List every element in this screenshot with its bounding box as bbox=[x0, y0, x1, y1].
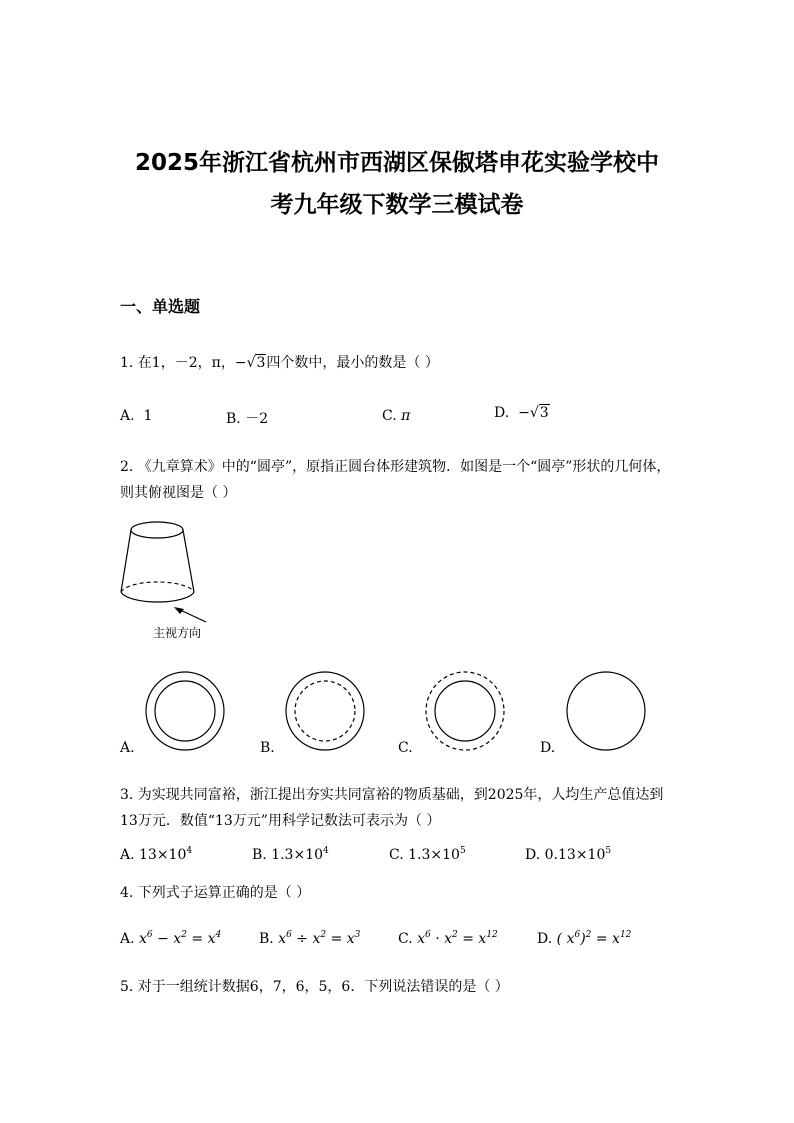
q4-b-var2: x bbox=[312, 931, 321, 947]
q3-option-c[interactable] bbox=[389, 846, 466, 863]
q4-a-var3: x bbox=[207, 931, 216, 947]
q4-d-exp1: 6 bbox=[574, 930, 581, 940]
q4-c-eq: = bbox=[457, 931, 479, 947]
question-2-stem: 2. 《九章算术》中的“圆亭”，原指正圆台体形建筑物．如图是一个“圆亭”形状的几何体，则其俯视图是（ ） bbox=[120, 459, 671, 501]
q3-option-d[interactable] bbox=[525, 846, 611, 863]
q2-option-a[interactable]: A. bbox=[120, 740, 135, 756]
q4-d-exp2: 2 bbox=[585, 930, 592, 940]
q1-neg: − bbox=[234, 355, 247, 371]
q4-d-label: D. bbox=[537, 931, 553, 947]
q4-b-eq: = bbox=[326, 931, 347, 947]
q3-b-label: B. bbox=[252, 847, 267, 863]
title-line-2: 考九年级下数学三模试卷 bbox=[270, 192, 524, 218]
q4-d-eq: = bbox=[591, 931, 613, 947]
q3-d-exp: 5 bbox=[605, 846, 612, 856]
q1-stem-post: 四个数中，最小的数是（ ） bbox=[266, 355, 439, 371]
q1-option-a[interactable] bbox=[120, 408, 152, 424]
q4-d-close: ) bbox=[580, 931, 586, 947]
q4-c-op: · bbox=[430, 931, 445, 947]
q4-b-exp2: 2 bbox=[320, 930, 327, 940]
q1-d-radicand: 3 bbox=[539, 405, 549, 421]
question-4-stem: 4. 下列式子运算正确的是（ ） bbox=[120, 885, 311, 901]
q3-a-exp: 4 bbox=[186, 846, 193, 856]
q3-a-base: 13×10 bbox=[139, 847, 187, 863]
q1-d-neg: − bbox=[518, 405, 530, 421]
q1-option-d[interactable] bbox=[494, 405, 550, 421]
q4-d-exp3: 12 bbox=[619, 930, 632, 940]
question-1-stem bbox=[120, 352, 439, 374]
q1-b-value: －2 bbox=[245, 411, 269, 427]
option-b-figure bbox=[285, 671, 365, 751]
q4-c-exp3: 12 bbox=[486, 930, 498, 940]
q3-c-base: 1.3×10 bbox=[408, 847, 460, 863]
q1-option-b[interactable] bbox=[226, 408, 268, 428]
q1-sqrt: √3 bbox=[246, 355, 266, 371]
q1-b-label: B. bbox=[226, 411, 241, 427]
q4-b-expr bbox=[278, 931, 360, 947]
q4-c-var2: x bbox=[444, 931, 453, 947]
q1-stem-pre: 1. 在1，－2，π， bbox=[120, 355, 235, 371]
q4-option-d[interactable] bbox=[537, 930, 631, 947]
q1-option-c[interactable] bbox=[382, 408, 410, 424]
q4-b-var: x bbox=[278, 931, 287, 947]
q4-d-expr bbox=[557, 931, 632, 947]
q4-a-expr bbox=[139, 931, 221, 947]
q4-a-eq: = bbox=[186, 931, 208, 947]
q4-c-label: C. bbox=[398, 931, 413, 947]
q4-option-b[interactable] bbox=[259, 930, 360, 947]
q3-c-exp: 5 bbox=[459, 846, 466, 856]
q1-a-label: A. bbox=[120, 408, 135, 424]
q4-c-var: x bbox=[417, 931, 426, 947]
q3-d-base: 0.13×10 bbox=[544, 847, 606, 863]
q4-a-op: − bbox=[152, 931, 174, 947]
q4-c-expr bbox=[417, 931, 498, 947]
q1-radicand: 3 bbox=[256, 355, 266, 371]
q4-c-exp2: 2 bbox=[452, 930, 458, 940]
q4-a-exp3: 4 bbox=[215, 930, 222, 940]
q1-d-sqrt: √3 bbox=[529, 405, 549, 421]
q3-a-label: A. bbox=[120, 847, 135, 863]
q1-c-value: π bbox=[401, 408, 411, 424]
q4-d-open: ( bbox=[556, 931, 567, 947]
option-a-figure bbox=[145, 671, 225, 751]
q4-d-var: x bbox=[566, 931, 575, 947]
question-5-stem: 5. 对于一组统计数据6，7，6，5，6．下列说法错误的是（ ） bbox=[120, 979, 509, 995]
q2-option-c[interactable]: C. bbox=[398, 740, 413, 756]
section-heading-single-choice: 一、单选题 bbox=[120, 297, 201, 316]
q4-b-var3: x bbox=[346, 931, 355, 947]
q4-b-label: B. bbox=[259, 931, 274, 947]
q2-option-b[interactable]: B. bbox=[260, 740, 275, 756]
option-d-figure bbox=[566, 671, 646, 751]
q4-a-var2: x bbox=[173, 931, 182, 947]
q4-b-op: ÷ bbox=[291, 931, 313, 947]
q2-option-d[interactable]: D. bbox=[540, 740, 556, 756]
q1-c-label: C. bbox=[382, 408, 397, 424]
q4-a-label: A. bbox=[120, 931, 135, 947]
q4-a-exp2: 2 bbox=[181, 930, 187, 940]
q3-b-base: 1.3×10 bbox=[271, 847, 324, 863]
q3-c-label: C. bbox=[389, 847, 404, 863]
q4-option-a[interactable] bbox=[120, 930, 221, 947]
q1-a-value: 1 bbox=[143, 408, 153, 424]
q3-option-b[interactable] bbox=[252, 846, 329, 863]
q3-b-exp: 4 bbox=[323, 846, 329, 856]
frustum-figure bbox=[118, 518, 218, 618]
q1-d-label: D. bbox=[494, 405, 510, 421]
q4-a-exp1: 6 bbox=[146, 930, 153, 940]
question-3-stem: 3. 为实现共同富裕，浙江提出夯实共同富裕的物质基础，到2025年，人均生产总值达到13万元．数值“13万元”用科学记数法可表示为（ ） bbox=[120, 787, 664, 829]
q4-b-exp3: 3 bbox=[354, 930, 361, 940]
q4-a-var: x bbox=[139, 931, 147, 947]
q3-d-label: D. bbox=[525, 847, 541, 863]
option-c-figure bbox=[425, 671, 505, 751]
q4-d-var2: x bbox=[612, 931, 620, 947]
q4-option-c[interactable] bbox=[398, 930, 498, 947]
view-direction-label: 主视方向 bbox=[153, 626, 202, 640]
q3-option-a[interactable] bbox=[120, 846, 192, 863]
q4-c-exp1: 6 bbox=[425, 930, 431, 940]
q4-b-exp1: 6 bbox=[286, 930, 292, 940]
title-line-1: 2025年浙江省杭州市西湖区保俶塔申花实验学校中 bbox=[134, 150, 659, 176]
q4-c-var3: x bbox=[478, 931, 487, 947]
